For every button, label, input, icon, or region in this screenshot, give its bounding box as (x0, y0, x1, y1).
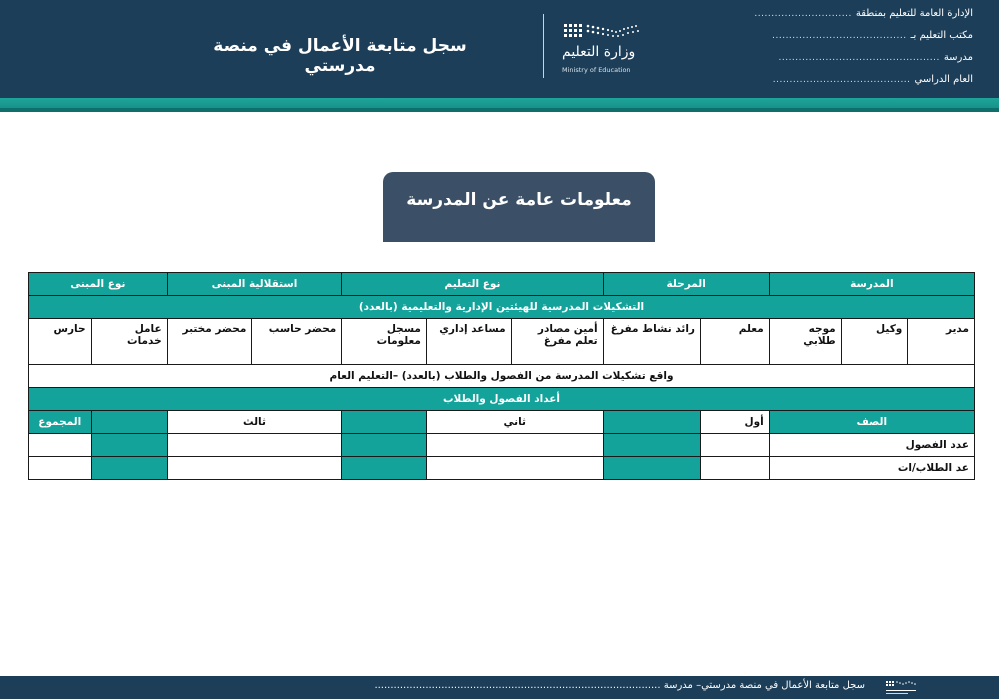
grade-label: الصف (769, 411, 974, 434)
input-cell[interactable] (603, 434, 700, 457)
grade-second: ثاني (426, 411, 603, 434)
section-title-card (383, 172, 655, 242)
ministry-name-en: Ministry of Education (562, 66, 631, 74)
table-row (29, 296, 975, 319)
staff-role-cell: محضر حاسب (252, 319, 342, 365)
grade-first: أول (700, 411, 769, 434)
input-cell[interactable] (91, 457, 167, 480)
input-cell[interactable] (167, 434, 342, 457)
input-cell[interactable] (29, 457, 92, 480)
table-row (29, 273, 975, 296)
ministry-logo (562, 18, 648, 80)
table-row (29, 365, 975, 388)
staff-role-cell: وكيل (841, 319, 908, 365)
total-label: المجموع (29, 411, 92, 434)
header-building-independence: استقلالية المبنى (167, 273, 342, 296)
footer-text: سجل متابعة الأعمال في منصة مدرستي– مدرسة .......................................................................................... (374, 680, 865, 691)
input-cell[interactable] (91, 434, 167, 457)
input-cell[interactable] (700, 434, 769, 457)
ministry-logo-icon (562, 22, 644, 42)
header-building-type: نوع المبنى (29, 273, 168, 296)
grade-first-value (603, 411, 700, 434)
header-divider (543, 14, 544, 78)
staff-role-cell: محضر مختبر (167, 319, 252, 365)
input-cell[interactable] (342, 434, 427, 457)
grade-third: ثالث (167, 411, 342, 434)
classes-heading: واقع تشكيلات المدرسة من الفصول والطلاب (بالعدد) –التعليم العام (29, 365, 975, 388)
classes-subheading: أعداد الفصول والطلاب (29, 388, 975, 411)
staff-role-cell: موجه طلابي (769, 319, 841, 365)
staff-role-cell: معلم (700, 319, 769, 365)
admin-line-office: مكتب التعليم بـ ........................................ (772, 30, 973, 41)
table-row (29, 388, 975, 411)
staff-role-cell: حارس (29, 319, 92, 365)
input-cell[interactable] (167, 457, 342, 480)
document-title: سجل متابعة الأعمال في منصة مدرستي (213, 36, 467, 76)
admin-line-year: العام الدراسي ......................................... (772, 74, 973, 85)
table-row (29, 457, 975, 480)
ministry-footer-logo-icon (884, 679, 924, 696)
grade-third-value (91, 411, 167, 434)
staff-role-cell: عامل خدمات (91, 319, 167, 365)
header-school: المدرسة (769, 273, 974, 296)
staff-heading: التشكيلات المدرسية للهيئتين الإدارية والتعليمية (بالعدد) (29, 296, 975, 319)
page-header (0, 0, 999, 98)
section-title: معلومات عامة عن المدرسة (406, 190, 632, 210)
input-cell[interactable] (29, 434, 92, 457)
table-row (29, 319, 975, 365)
staff-role-cell: مسجل معلومات (342, 319, 427, 365)
input-cell[interactable] (603, 457, 700, 480)
table-row (29, 411, 975, 434)
header-stripe (0, 98, 999, 112)
admin-info-block (754, 8, 973, 96)
admin-line-region: الإدارة العامة للتعليم بمنطقة ............................. (754, 8, 973, 19)
row-label-students: عد الطلاب/ات (769, 457, 974, 480)
input-cell[interactable] (426, 434, 603, 457)
input-cell[interactable] (700, 457, 769, 480)
row-label-classes: عدد الفصول (769, 434, 974, 457)
grade-second-value (342, 411, 427, 434)
school-info-table (28, 272, 975, 480)
ministry-name-ar: وزارة التعليم (562, 44, 636, 60)
staff-role-cell: رائد نشاط مفرغ (603, 319, 700, 365)
page-footer (0, 676, 999, 699)
staff-role-cell: أمين مصادر تعلم مفرغ (511, 319, 603, 365)
table-row (29, 434, 975, 457)
input-cell[interactable] (426, 457, 603, 480)
input-cell[interactable] (342, 457, 427, 480)
staff-role-cell: مساعد إداري (426, 319, 511, 365)
header-education-type: نوع التعليم (342, 273, 603, 296)
header-stage: المرحلة (603, 273, 769, 296)
admin-line-school: مدرسة ................................................ (778, 52, 973, 63)
staff-role-cell: مدير (908, 319, 975, 365)
